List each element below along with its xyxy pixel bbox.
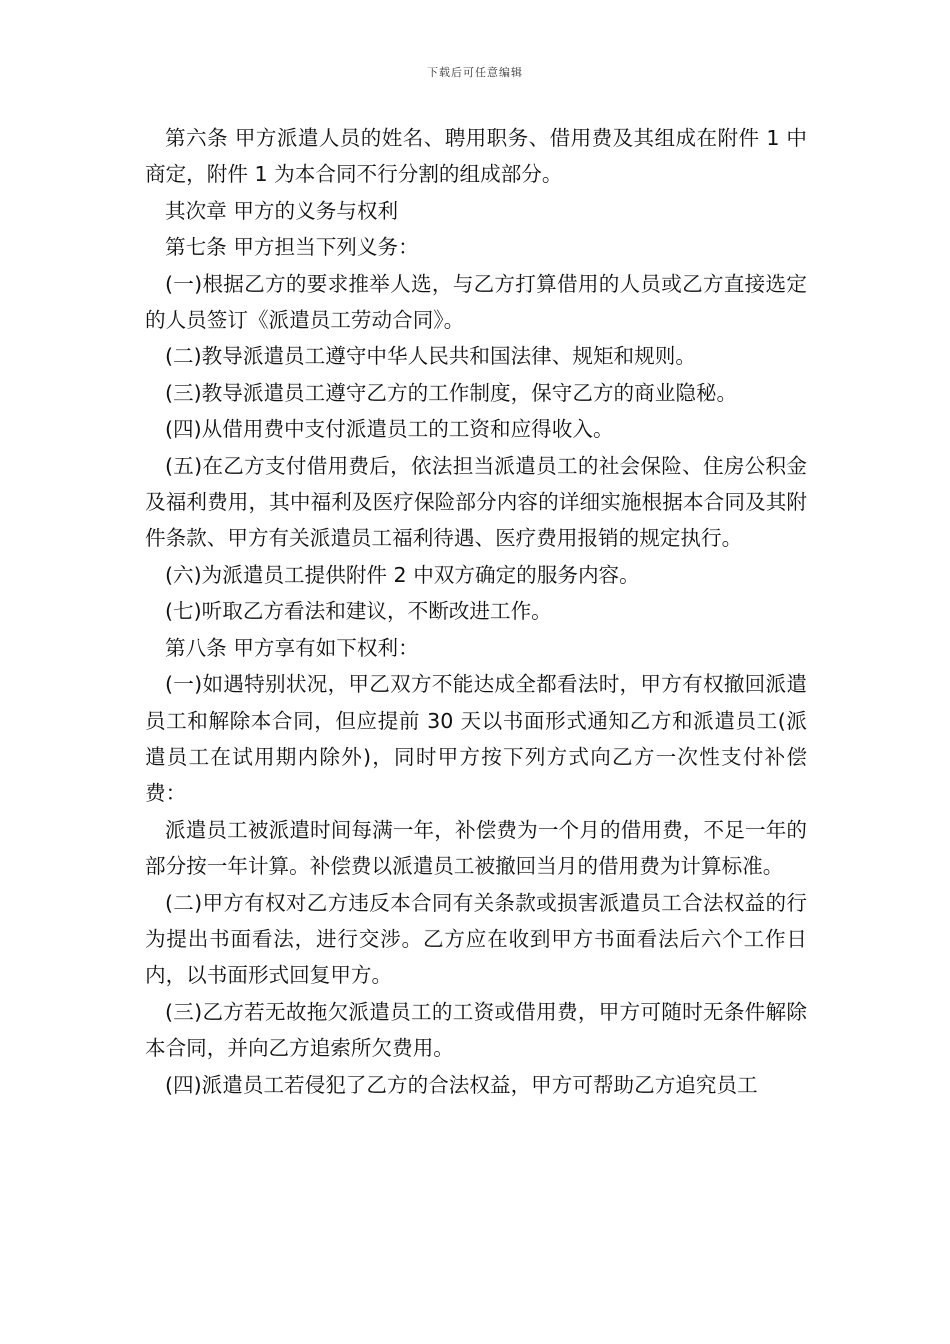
document-body <box>145 120 807 1103</box>
article-7-item-5: (五)在乙方支付借用费后，依法担当派遣员工的社会保险、住房公积金及福利费用，其中福利及医疗保险部分内容的详细实施根据本合同及其附件条款、甲方有关派遣员工福利待遇、医疗费用报销的规定执行。 <box>145 453 807 551</box>
article-8-title: 第八条 甲方享有如下权利： <box>165 635 419 660</box>
article-7-item-3: (三)教导派遣员工遵守乙方的工作制度，保守乙方的商业隐秘。 <box>165 380 738 405</box>
article-8-item-4: (四)派遣员工若侵犯了乙方的合法权益，甲方可帮助乙方追究员工 <box>165 1072 758 1097</box>
article-8-item-2: (二)甲方有权对乙方违反本合同有关条款或损害派遣员工合法权益的行为提出书面看法，进行交涉。乙方应在收到甲方书面看法后六个工作日内，以书面形式回复甲方。 <box>145 890 807 988</box>
article-7-item-1: (一)根据乙方的要求推举人选，与乙方打算借用的人员或乙方直接选定的人员签订《派遣员工劳动合同》。 <box>145 271 807 333</box>
article-6: 第六条 甲方派遣人员的姓名、聘用职务、借用费及其组成在附件 1 中商定，附件 1 为本合同不行分割的组成部分。 <box>145 126 807 187</box>
article-8-item-1-detail: 派遣员工被派遣时间每满一年，补偿费为一个月的借用费，不足一年的部分按一年计算。补偿费以派遣员工被撤回当月的借用费为计算标准。 <box>145 817 807 879</box>
article-8-item-1: (一)如遇特别状况，甲乙双方不能达成全都看法时，甲方有权撤回派遣员工和解除本合同，但应提前 30 天以书面形式通知乙方和派遣员工(派遣员工在试用期内除外)，同时甲方按下列方式向乙方一次性支付补偿费： <box>145 672 807 806</box>
page-header: 下载后可任意编辑 <box>427 66 523 79</box>
chapter-2-title: 其次章 甲方的义务与权利 <box>165 198 399 223</box>
article-7-item-2: (二)教导派遣员工遵守中华人民共和国法律、规矩和规则。 <box>165 344 696 369</box>
article-8-item-3: (三)乙方若无故拖欠派遣员工的工资或借用费，甲方可随时无条件解除本合同，并向乙方追索所欠费用。 <box>145 999 807 1061</box>
article-7-item-7: (七)听取乙方看法和建议，不断改进工作。 <box>165 599 552 624</box>
article-7-item-4: (四)从借用费中支付派遣员工的工资和应得收入。 <box>165 417 614 442</box>
article-7-item-6: (六)为派遣员工提供附件 2 中双方确定的服务内容。 <box>165 562 640 587</box>
article-7-title: 第七条 甲方担当下列义务： <box>165 235 419 260</box>
